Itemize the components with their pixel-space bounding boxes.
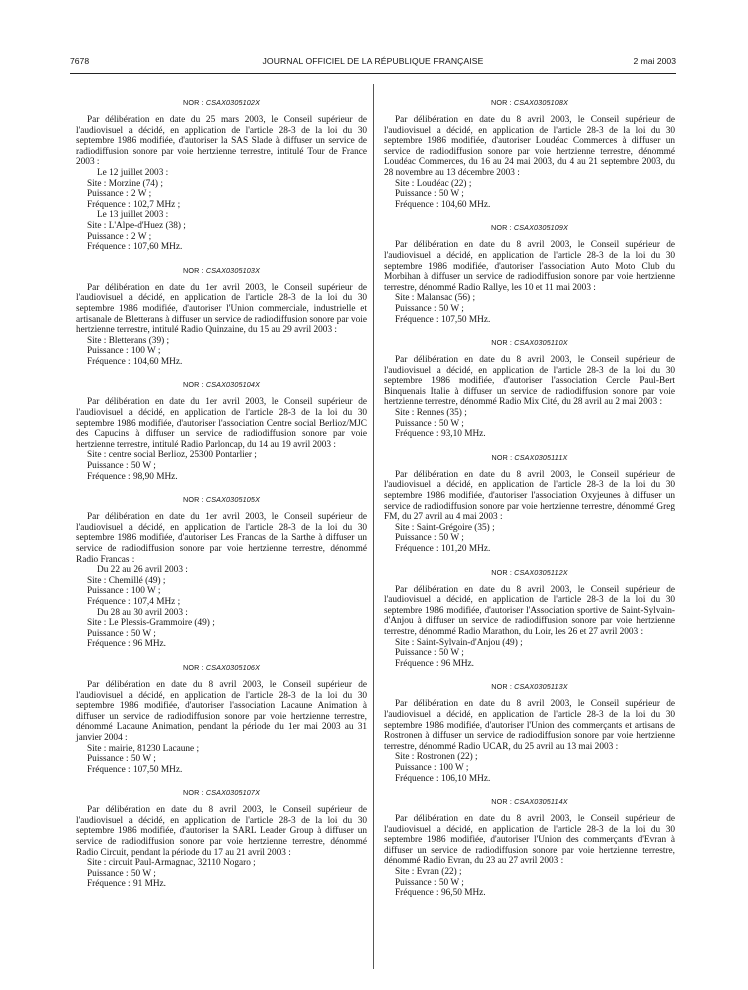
decision-paragraph: Par délibération en date du 1er avril 2003, le Conseil supérieur de l'audiovisuel a décidé, en application de l'article 28-3 de la loi du 30 septembre 1986 modifiée, d'autoriser Les Francas de la Sarthe à diffuser un service de radiodiffusion sonore par voie hertzienne terrestre, dénommé Radio Francas : bbox=[76, 512, 367, 565]
detail-line: Fréquence : 96,50 MHz. bbox=[395, 888, 486, 899]
decision-notice bbox=[384, 568, 675, 670]
detail-line: Fréquence : 91 MHz. bbox=[87, 879, 167, 890]
detail-line: Fréquence : 93,10 MHz. bbox=[395, 429, 486, 440]
broadcast-details bbox=[395, 293, 675, 325]
detail-line: Puissance : 50 W ; bbox=[395, 418, 464, 429]
broadcast-details bbox=[87, 858, 367, 890]
broadcast-details bbox=[395, 179, 675, 211]
detail-line: Site : centre social Berlioz, 25300 Pontarlier ; bbox=[87, 450, 257, 461]
detail-line: Site : Le Plessis-Grammoire (49) ; bbox=[87, 618, 215, 629]
detail-line: Site : Malansac (56) ; bbox=[395, 293, 476, 304]
nor-reference bbox=[384, 338, 675, 348]
detail-line: Puissance : 50 W ; bbox=[395, 648, 464, 659]
nor-prefix: NOR : bbox=[491, 338, 512, 348]
nor-reference bbox=[76, 380, 367, 390]
detail-line: Puissance : 50 W ; bbox=[87, 461, 156, 472]
detail-line: Fréquence : 107,50 MHz. bbox=[395, 314, 491, 325]
header-rule bbox=[70, 73, 676, 74]
decision-paragraph: Par délibération en date du 8 avril 2003, le Conseil supérieur de l'audiovisuel a décidé, en application de l'article 28-3 de la loi du 30 septembre 1986 modifiée, d'autoriser l'association Cercle Paul-Bert Binquenais Italie à diffuser un service de radiodiffusion sonore par voie hertzienne terrestre, dénommé Radio Mix Cité, du 28 avril au 2 mai 2003 : bbox=[384, 355, 675, 408]
period-line: Du 22 au 26 avril 2003 : bbox=[97, 565, 188, 576]
detail-line: Puissance : 50 W ; bbox=[87, 628, 156, 639]
right-column bbox=[384, 98, 675, 899]
detail-line: Fréquence : 96 MHz. bbox=[87, 639, 167, 650]
decision-notice bbox=[76, 266, 367, 368]
broadcast-details bbox=[87, 565, 367, 650]
detail-line: Site : Loudéac (22) ; bbox=[395, 178, 472, 189]
broadcast-details bbox=[87, 336, 367, 368]
detail-line: Site : Evran (22) ; bbox=[395, 867, 462, 878]
nor-code: CSAX0305103X bbox=[205, 265, 261, 275]
left-column bbox=[76, 98, 367, 890]
period-line: Le 13 juillet 2003 : bbox=[97, 210, 169, 221]
detail-line: Fréquence : 104,60 MHz. bbox=[395, 199, 491, 210]
detail-line: Fréquence : 106,10 MHz. bbox=[395, 773, 491, 784]
decision-notice bbox=[76, 380, 367, 482]
nor-prefix: NOR : bbox=[491, 797, 512, 807]
detail-line: Fréquence : 107,4 MHz ; bbox=[87, 596, 181, 607]
decision-paragraph: Par délibération en date du 8 avril 2003, le Conseil supérieur de l'audiovisuel a décidé, en application de l'article 28-3 de la loi du 30 septembre 1986 modifiée, d'autoriser l'association Lacaune Animation à diffuser un service de radiodiffusion sonore par voie hertzienne terrestre, dénommé Lacaune Animation, pendant la période du 1er mai 2003 au 31 janvier 2004 : bbox=[76, 679, 367, 743]
nor-prefix: NOR : bbox=[491, 567, 512, 577]
nor-prefix: NOR : bbox=[182, 788, 204, 798]
broadcast-details bbox=[395, 638, 675, 670]
detail-line: Puissance : 100 W ; bbox=[395, 762, 469, 773]
nor-prefix: NOR : bbox=[490, 223, 512, 233]
decision-paragraph: Par délibération en date du 25 mars 2003, le Conseil supérieur de l'audiovisuel a décidé, en application de l'article 28-3 de la loi du 30 septembre 1986 modifiée, d'autoriser la SAS Slade à diffuser un service de radiodiffusion sonore par voie hertzienne terrestre, intitulé Tour de France 2003 : bbox=[76, 115, 367, 168]
nor-code: CSAX0305108X bbox=[513, 98, 569, 107]
detail-line: Fréquence : 107,60 MHz. bbox=[87, 242, 183, 253]
broadcast-details bbox=[87, 168, 367, 253]
nor-reference bbox=[384, 453, 675, 463]
detail-line: Site : mairie, 81230 Lacaune ; bbox=[87, 743, 200, 754]
decision-notice bbox=[76, 98, 367, 253]
nor-reference bbox=[76, 98, 367, 108]
nor-code: CSAX0305107X bbox=[205, 788, 261, 798]
nor-code: CSAX0305111X bbox=[514, 452, 568, 462]
nor-reference bbox=[76, 788, 367, 798]
broadcast-details bbox=[87, 450, 367, 482]
nor-code: CSAX0305109X bbox=[513, 223, 569, 233]
nor-code: CSAX0305105X bbox=[205, 495, 261, 505]
decision-notice bbox=[76, 663, 367, 775]
decision-notice bbox=[384, 98, 675, 210]
detail-line: Puissance : 50 W ; bbox=[395, 877, 464, 888]
detail-line: Puissance : 50 W ; bbox=[395, 189, 464, 200]
nor-reference bbox=[384, 682, 675, 692]
nor-reference bbox=[76, 495, 367, 505]
broadcast-details bbox=[87, 744, 367, 776]
nor-prefix: NOR : bbox=[490, 98, 512, 107]
nor-reference bbox=[384, 98, 675, 108]
detail-line: Fréquence : 107,50 MHz. bbox=[87, 764, 183, 775]
nor-code: CSAX0305114X bbox=[514, 797, 568, 807]
decision-notice bbox=[384, 682, 675, 784]
detail-line: Puissance : 50 W ; bbox=[395, 303, 464, 314]
decision-paragraph: Par délibération en date du 1er avril 2003, le Conseil supérieur de l'audiovisuel a décidé, en application de l'article 28-3 de la loi du 30 septembre 1986 modifiée, d'autoriser l'Union commerciale, industrielle et artisanale de Bletterans à diffuser un service de radiodiffusion sonore par voie hertzienne terrestre, intitulé Radio Quinzaine, du 15 au 29 avril 2003 : bbox=[76, 282, 367, 336]
decision-paragraph: Par délibération en date du 8 avril 2003, le Conseil supérieur de l'audiovisuel a décidé, en application de l'article 28-3 de la loi du 30 septembre 1986 modifiée, d'autoriser l'association Oxyjeunes à diffuser un service de radiodiffusion sonore par voie hertzienne terrestre, dénommé Greg FM, du 27 avril au 4 mai 2003 : bbox=[384, 469, 675, 523]
detail-line: Fréquence : 102,7 MHz ; bbox=[87, 199, 181, 210]
detail-line: Fréquence : 101,20 MHz. bbox=[395, 544, 491, 554]
nor-prefix: NOR : bbox=[182, 495, 204, 505]
detail-line: Puissance : 2 W ; bbox=[87, 189, 152, 200]
nor-prefix: NOR : bbox=[182, 265, 204, 275]
detail-line: Site : Bletterans (39) ; bbox=[87, 335, 170, 346]
detail-line: Puissance : 100 W ; bbox=[87, 346, 161, 357]
detail-line: Fréquence : 96 MHz. bbox=[395, 658, 475, 669]
decision-paragraph: Par délibération en date du 8 avril 2003, le Conseil supérieur de l'audiovisuel a décidé, en application de l'article 28-3 de la loi du 30 septembre 1986 modifiée, d'autoriser Loudéac Commerces à diffuser un service de radiodiffusion sonore par voie hertzienne terrestre, dénommé Loudéac Commerces, du 16 au 24 mai 2003, du 4 au 21 septembre 2003, du 28 novembre au 13 décembre 2003 : bbox=[384, 115, 675, 178]
decision-paragraph: Par délibération en date du 8 avril 2003, le Conseil supérieur de l'audiovisuel a décidé, en application de l'article 28-3 de la loi du 30 septembre 1986 modifiée, d'autoriser l'Union des commerçants et artisans de Rostronen à diffuser un service de radiodiffusion sonore par voie hertzienne terrestre, dénommé Radio UCAR, du 25 avril au 13 mai 2003 : bbox=[384, 699, 675, 752]
nor-code: CSAX0305112X bbox=[514, 567, 568, 577]
detail-line: Puissance : 50 W ; bbox=[395, 533, 464, 544]
decision-notice bbox=[384, 453, 675, 555]
detail-line: Fréquence : 104,60 MHz. bbox=[87, 356, 183, 367]
decision-notice bbox=[384, 338, 675, 440]
broadcast-details bbox=[395, 752, 675, 784]
decision-notice bbox=[384, 223, 675, 325]
detail-line: Site : Saint-Sylvain-d'Anjou (49) ; bbox=[395, 637, 523, 648]
detail-line: Site : Rennes (35) ; bbox=[395, 408, 467, 419]
nor-code: CSAX0305102X bbox=[205, 98, 261, 107]
detail-line: Site : Saint-Grégoire (35) ; bbox=[395, 522, 495, 533]
nor-prefix: NOR : bbox=[182, 662, 204, 672]
nor-code: CSAX0305110X bbox=[514, 338, 568, 348]
nor-reference bbox=[76, 663, 367, 673]
decision-paragraph: Par délibération en date du 8 avril 2003, le Conseil supérieur de l'audiovisuel a décidé, en application de l'article 28-3 de la loi du 30 septembre 1986 modifiée, d'autoriser l'Association sportive de Saint-Sylvain-d'Anjou à diffuser un service de radiodiffusion sonore par voie hertzienne terrestre, dénommé Radio Marathon, du Loir, les 26 et 27 avril 2003 : bbox=[384, 584, 675, 637]
nor-reference bbox=[384, 797, 675, 807]
nor-prefix: NOR : bbox=[182, 380, 204, 390]
decision-paragraph: Par délibération en date du 8 avril 2003, le Conseil supérieur de l'audiovisuel a décidé, en application de l'article 28-3 de la loi du 30 septembre 1986 modifiée, d'autoriser l'Union des commerçants d'Evran à diffuser un service de radiodiffusion sonore par voie hertzienne terrestre, dénommé Radio Evran, du 23 au 27 avril 2003 : bbox=[384, 814, 675, 867]
decision-notice bbox=[384, 797, 675, 899]
detail-line: Site : Chemillé (49) ; bbox=[87, 575, 166, 586]
nor-reference bbox=[384, 568, 675, 578]
issue-date: 2 mai 2003 bbox=[633, 56, 676, 66]
detail-line: Site : Morzine (74) ; bbox=[87, 178, 163, 189]
decision-paragraph: Par délibération en date du 8 avril 2003, le Conseil supérieur de l'audiovisuel a décidé, en application de l'article 28-3 de la loi du 30 septembre 1986 modifiée, d'autoriser la SARL Leader Group à diffuser un service de radiodiffusion sonore par voie hertzienne terrestre, dénommé Radio Circuit, pendant la période du 17 au 21 avril 2003 : bbox=[76, 805, 367, 858]
detail-line: Puissance : 50 W ; bbox=[87, 754, 156, 765]
nor-prefix: NOR : bbox=[491, 452, 513, 462]
detail-line: Site : L'Alpe-d'Huez (38) ; bbox=[87, 220, 186, 231]
decision-notice bbox=[76, 788, 367, 890]
nor-code: CSAX0305113X bbox=[514, 682, 568, 692]
page-header bbox=[70, 56, 676, 70]
detail-line: Site : circuit Paul-Armagnac, 32110 Nogaro ; bbox=[87, 858, 256, 869]
broadcast-details bbox=[395, 408, 675, 440]
decision-paragraph: Par délibération en date du 1er avril 2003, le Conseil supérieur de l'audiovisuel a décidé, en application de l'article 28-3 de la loi du 30 septembre 1986 modifiée, d'autoriser l'association Centre social Berlioz/MJC des Capucins à diffuser un service de radiodiffusion sonore par voie hertzienne terrestre, intitulé Radio Parloncap, du 14 au 19 avril 2003 : bbox=[76, 397, 367, 450]
nor-code: CSAX0305104X bbox=[205, 380, 261, 390]
decision-paragraph: Par délibération en date du 8 avril 2003, le Conseil supérieur de l'audiovisuel a décidé, en application de l'article 28-3 de la loi du 30 septembre 1986 modifiée, d'autoriser l'association Auto Moto Club du Morbihan à diffuser un service de radiodiffusion sonore par voie hertzienne terrestre, dénommé Radio Rallye, les 10 et 11 mai 2003 : bbox=[384, 240, 675, 293]
detail-line: Fréquence : 98,90 MHz. bbox=[87, 471, 178, 482]
detail-line: Puissance : 100 W ; bbox=[87, 586, 161, 597]
decision-notice bbox=[76, 495, 367, 650]
detail-line: Puissance : 50 W ; bbox=[87, 868, 156, 879]
broadcast-details bbox=[395, 523, 675, 555]
journal-title: JOURNAL OFFICIEL DE LA RÉPUBLIQUE FRANÇAISE bbox=[262, 56, 484, 66]
period-line: Du 28 au 30 avril 2003 : bbox=[97, 607, 188, 618]
page-number: 7678 bbox=[70, 56, 90, 66]
period-line: Le 12 juillet 2003 : bbox=[97, 167, 169, 178]
nor-reference bbox=[384, 223, 675, 233]
detail-line: Site : Rostronen (22) ; bbox=[395, 752, 478, 763]
nor-prefix: NOR : bbox=[491, 682, 512, 692]
detail-line: Puissance : 2 W ; bbox=[87, 231, 152, 242]
nor-prefix: NOR : bbox=[182, 98, 204, 107]
nor-code: CSAX0305106X bbox=[205, 662, 261, 672]
nor-reference bbox=[76, 266, 367, 276]
broadcast-details bbox=[395, 867, 675, 899]
column-divider bbox=[373, 84, 374, 969]
